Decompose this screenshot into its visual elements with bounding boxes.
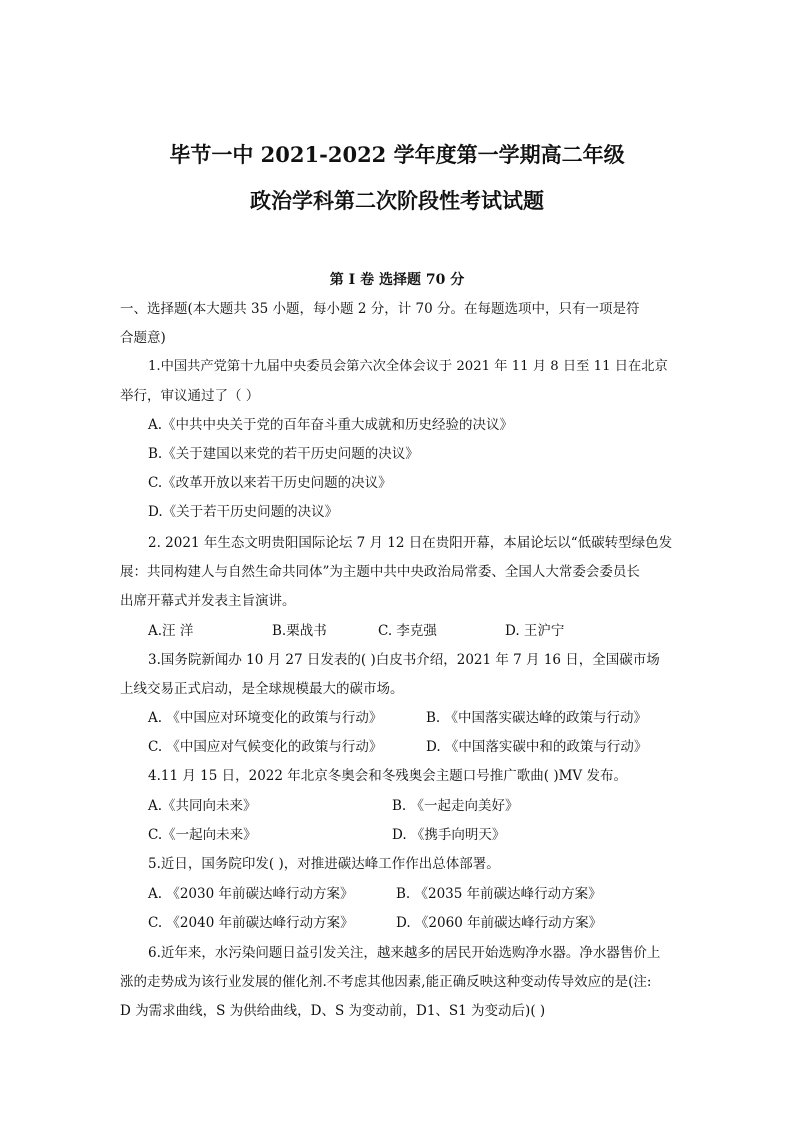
instructions-line-2: 合题意) xyxy=(120,330,166,346)
q2-option-d: D. 王沪宁 xyxy=(505,623,565,639)
q5-stem-line-1: 5.近日，国务院印发( )，对推进碳达峰工作作出总体部署。 xyxy=(148,856,500,872)
q1-option-d: D.《关于若干历史问题的决议》 xyxy=(148,504,339,520)
q1-option-c: C.《改革开放以来若干历史问题的决议》 xyxy=(148,475,392,491)
section-header: 第 I 卷 选择题 70 分 xyxy=(329,272,465,288)
q4-option-a: A.《共同向未来》 xyxy=(148,798,257,814)
q3-stem-line-2: 上线交易正式启动，是全球规模最大的碳市场。 xyxy=(120,681,404,697)
exam-title-line-1: 毕节一中 2021-2022 学年度第一学期高二年级 xyxy=(169,142,625,167)
q4-option-d: D. 《携手向明天》 xyxy=(392,827,506,843)
q2-option-b: B.栗战书 xyxy=(272,623,327,639)
q5-option-d: D. 《2060 年前碳达峰行动方案》 xyxy=(396,915,603,931)
q4-option-b: B. 《一起走向美好》 xyxy=(392,798,519,814)
q3-option-b: B. 《中国落实碳达峰的政策与行动》 xyxy=(426,710,648,726)
q1-stem-line-1: 1.中国共产党第十九届中央委员会第六次全体会议于 2021 年 11 月 8 日至 11 日在北京 xyxy=(148,359,668,374)
q1-stem-line-2: 举行，审议通过了（ ） xyxy=(120,388,260,404)
q5-option-c: C. 《2040 年前碳达峰行动方案》 xyxy=(148,915,354,931)
q1-option-b: B.《关于建国以来党的若干历史问题的决议》 xyxy=(148,446,419,462)
q2-stem-line-3: 出席开幕式并发表主旨演讲。 xyxy=(120,593,296,609)
q1-option-a: A.《中共中央关于党的百年奋斗重大成就和历史经验的决议》 xyxy=(148,417,514,433)
q3-option-a: A. 《中国应对环境变化的政策与行动》 xyxy=(148,710,383,726)
q4-option-c: C.《一起向未来》 xyxy=(148,827,257,843)
q6-stem-line-1: 6.近年来，水污染问题日益引发关注，越来越多的居民开始选购净水器。净水器售价上 xyxy=(148,945,661,961)
q2-option-a: A.汪 洋 xyxy=(148,623,194,639)
q2-stem-line-2: 展：共同构建人与自然生命共同体”为主题中共中央政治局常委、全国人大常委会委员长 xyxy=(120,564,640,580)
q6-stem-line-2: 涨的走势成为该行业发展的催化剂.不考虑其他因素,能正确反映这种变动传导效应的是(注: xyxy=(120,974,652,990)
q5-option-a: A. 《2030 年前碳达峰行动方案》 xyxy=(148,886,354,902)
q3-option-d: D. 《中国落实碳中和的政策与行动》 xyxy=(426,739,648,755)
q2-stem-line-1: 2. 2021 年生态文明贵阳国际论坛 7 月 12 日在贵阳开幕，本届论坛以“低碳转型绿色发 xyxy=(148,535,673,551)
q5-option-b: B. 《2035 年前碳达峰行动方案》 xyxy=(396,886,602,902)
q2-option-c: C. 李克强 xyxy=(378,623,437,639)
q3-option-c: C. 《中国应对气候变化的政策与行动》 xyxy=(148,739,383,755)
instructions-line-1: 一、选择题(本大题共 35 小题，每小题 2 分，计 70 分。在每题选项中，只有一项是符 xyxy=(120,301,640,317)
q6-stem-line-3: D 为需求曲线，S 为供给曲线，D、S 为变动前，D1、S1 为变动后)( ) xyxy=(120,1003,546,1019)
exam-title-line-2: 政治学科第二次阶段性考试试题 xyxy=(250,188,544,213)
q4-stem-line-1: 4.11 月 15 日，2022 年北京冬奥会和冬残奥会主题口号推广歌曲( )MV 发布。 xyxy=(148,768,627,784)
q3-stem-line-1: 3.国务院新闻办 10 月 27 日发表的( )白皮书介绍，2021 年 7 月 16 日，全国碳市场 xyxy=(148,652,660,668)
